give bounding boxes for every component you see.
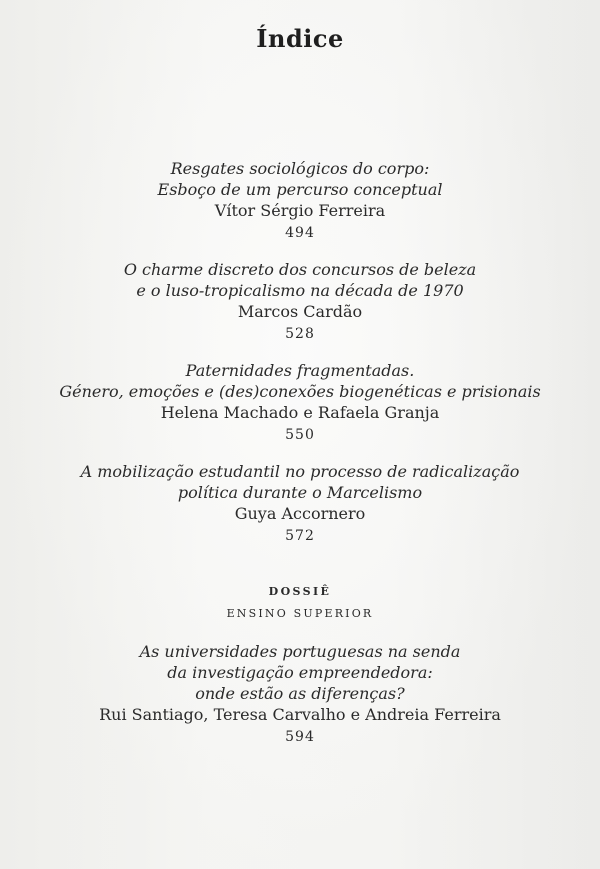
toc-entry-4	[0, 461, 600, 547]
entry-title-line: As universidades portuguesas na senda	[139, 642, 461, 661]
entry-author: Rui Santiago, Teresa Carvalho e Andreia Ferreira	[99, 705, 501, 724]
entry-title-line: da investigação empreendedora:	[167, 663, 433, 682]
entry-title-line: Género, emoções e (des)conexões biogenéticas e prisionais	[59, 382, 541, 401]
toc-entry-dossie	[0, 641, 600, 748]
toc-entry-3	[0, 360, 600, 446]
entry-page-number: 572	[285, 528, 315, 544]
entry-author: Helena Machado e Rafaela Granja	[160, 403, 440, 422]
section-subheading: ENSINO SUPERIOR	[226, 607, 374, 620]
entry-page-number: 528	[285, 326, 315, 342]
entry-title-line: Paternidades fragmentadas.	[185, 361, 415, 380]
entry-page-number: 494	[285, 225, 315, 241]
entry-title-line: onde estão as diferenças?	[195, 684, 405, 703]
entry-author: Vítor Sérgio Ferreira	[214, 201, 386, 220]
entry-page-number: 594	[285, 729, 315, 745]
entry-title-line: e o luso-tropicalismo na década de 1970	[136, 281, 464, 300]
entry-author: Guya Accornero	[234, 504, 366, 523]
entry-title-line: Resgates sociológicos do corpo:	[170, 159, 430, 178]
entry-title-line: política durante o Marcelismo	[177, 483, 423, 502]
toc-entry-1	[0, 158, 600, 244]
entry-author: Marcos Cardão	[237, 302, 363, 321]
entry-page-number: 550	[285, 427, 315, 443]
page-title: Índice	[256, 24, 344, 53]
toc-entry-2	[0, 259, 600, 345]
entry-title-line: A mobilização estudantil no processo de radicalização	[80, 462, 520, 481]
entry-title-line: O charme discreto dos concursos de beleza	[123, 260, 477, 279]
entry-title-line: Esboço de um percurso conceptual	[157, 180, 443, 199]
section-heading-dossie: DOSSIÊ	[268, 585, 332, 598]
